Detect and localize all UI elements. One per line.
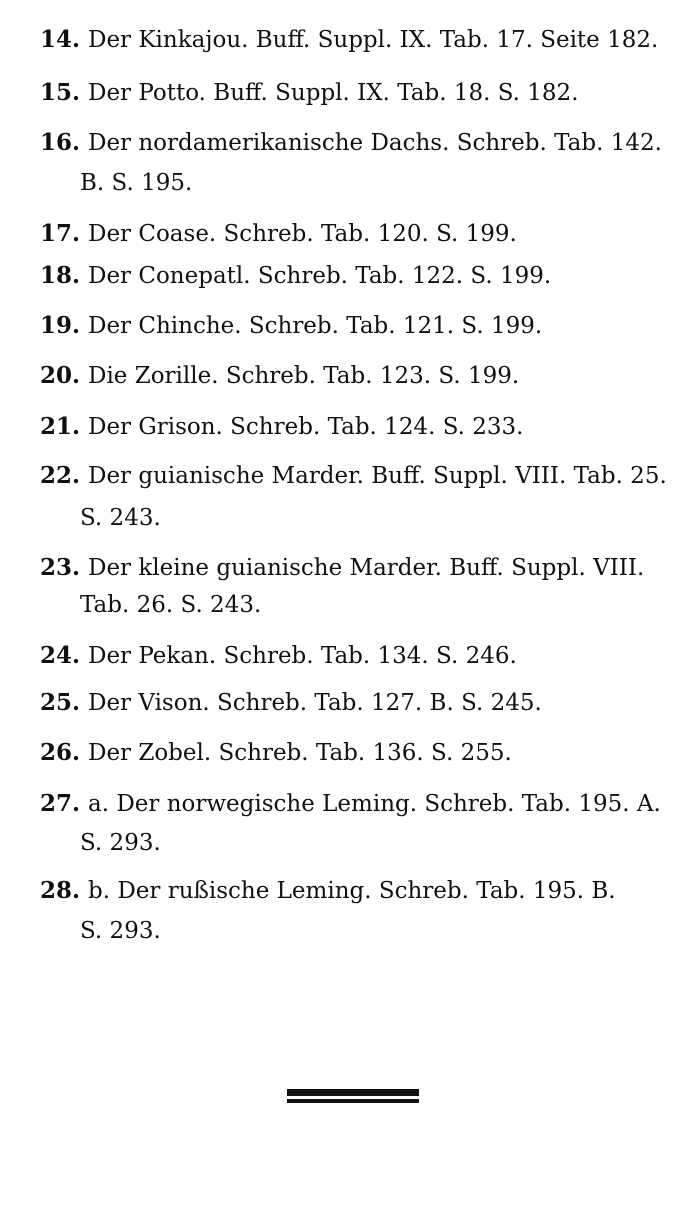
entry-number: 15. bbox=[40, 79, 81, 106]
entry-22 bbox=[40, 463, 680, 489]
ornament-thick-bar bbox=[287, 1089, 419, 1096]
entry-28-continuation: S. 293. bbox=[80, 918, 161, 944]
entry-20 bbox=[40, 363, 680, 389]
entry-text: Der Kinkajou. Buff. Suppl. IX. Tab. 17. Seite 182. bbox=[88, 27, 659, 53]
entry-19 bbox=[40, 313, 680, 339]
entry-text: Der Pekan. Schreb. Tab. 134. S. 246. bbox=[88, 643, 517, 669]
entry-25 bbox=[40, 690, 680, 716]
entry-number: 26. bbox=[40, 739, 81, 766]
entry-text: Der Zobel. Schreb. Tab. 136. S. 255. bbox=[88, 740, 512, 766]
entry-number: 16. bbox=[40, 129, 81, 156]
entry-18 bbox=[40, 263, 680, 289]
entry-28 bbox=[40, 878, 680, 904]
entry-number: 24. bbox=[40, 642, 81, 669]
entry-number: 18. bbox=[40, 262, 81, 289]
entry-text: Der Vison. Schreb. Tab. 127. B. S. 245. bbox=[88, 690, 542, 716]
entry-number: 23. bbox=[40, 554, 81, 581]
entry-23 bbox=[40, 555, 680, 581]
entry-16 bbox=[40, 130, 680, 156]
entry-23-continuation: Tab. 26. S. 243. bbox=[80, 592, 262, 618]
entry-21 bbox=[40, 414, 680, 440]
entry-16-continuation: B. S. 195. bbox=[80, 170, 193, 196]
entry-text: Die Zorille. Schreb. Tab. 123. S. 199. bbox=[88, 363, 520, 389]
entry-text: Der Grison. Schreb. Tab. 124. S. 233. bbox=[88, 414, 524, 440]
entry-text: Der kleine guianische Marder. Buff. Suppl. VIII. bbox=[88, 555, 645, 581]
entry-17 bbox=[40, 221, 680, 247]
entry-text: Der Coase. Schreb. Tab. 120. S. 199. bbox=[88, 221, 517, 247]
entry-text: Der guianische Marder. Buff. Suppl. VIII. Tab. 25. bbox=[88, 463, 667, 489]
entry-text: Der nordamerikanische Dachs. Schreb. Tab. 142. bbox=[88, 130, 662, 156]
entry-number: 25. bbox=[40, 689, 81, 716]
entry-text: Der Potto. Buff. Suppl. IX. Tab. 18. S. 182. bbox=[88, 80, 579, 106]
entry-number: 20. bbox=[40, 362, 81, 389]
entry-26 bbox=[40, 740, 680, 766]
entry-15 bbox=[40, 80, 680, 106]
entry-27 bbox=[40, 791, 680, 817]
entry-text: b. Der rußische Leming. Schreb. Tab. 195. B. bbox=[88, 878, 616, 904]
entry-number: 17. bbox=[40, 220, 81, 247]
entry-14 bbox=[40, 27, 680, 53]
entry-number: 22. bbox=[40, 462, 81, 489]
entry-number: 28. bbox=[40, 877, 81, 904]
entry-24 bbox=[40, 643, 680, 669]
entry-22-continuation: S. 243. bbox=[80, 505, 161, 531]
end-ornament-rule bbox=[287, 1089, 419, 1105]
entry-27-continuation: S. 293. bbox=[80, 830, 161, 856]
entry-number: 21. bbox=[40, 413, 81, 440]
entry-text: Der Conepatl. Schreb. Tab. 122. S. 199. bbox=[88, 263, 552, 289]
ornament-thin-bar bbox=[287, 1099, 419, 1103]
entry-text: Der Chinche. Schreb. Tab. 121. S. 199. bbox=[88, 313, 543, 339]
entry-text: a. Der norwegische Leming. Schreb. Tab. 195. A. bbox=[88, 791, 661, 817]
entry-number: 14. bbox=[40, 26, 81, 53]
entry-number: 27. bbox=[40, 790, 81, 817]
entry-number: 19. bbox=[40, 312, 81, 339]
